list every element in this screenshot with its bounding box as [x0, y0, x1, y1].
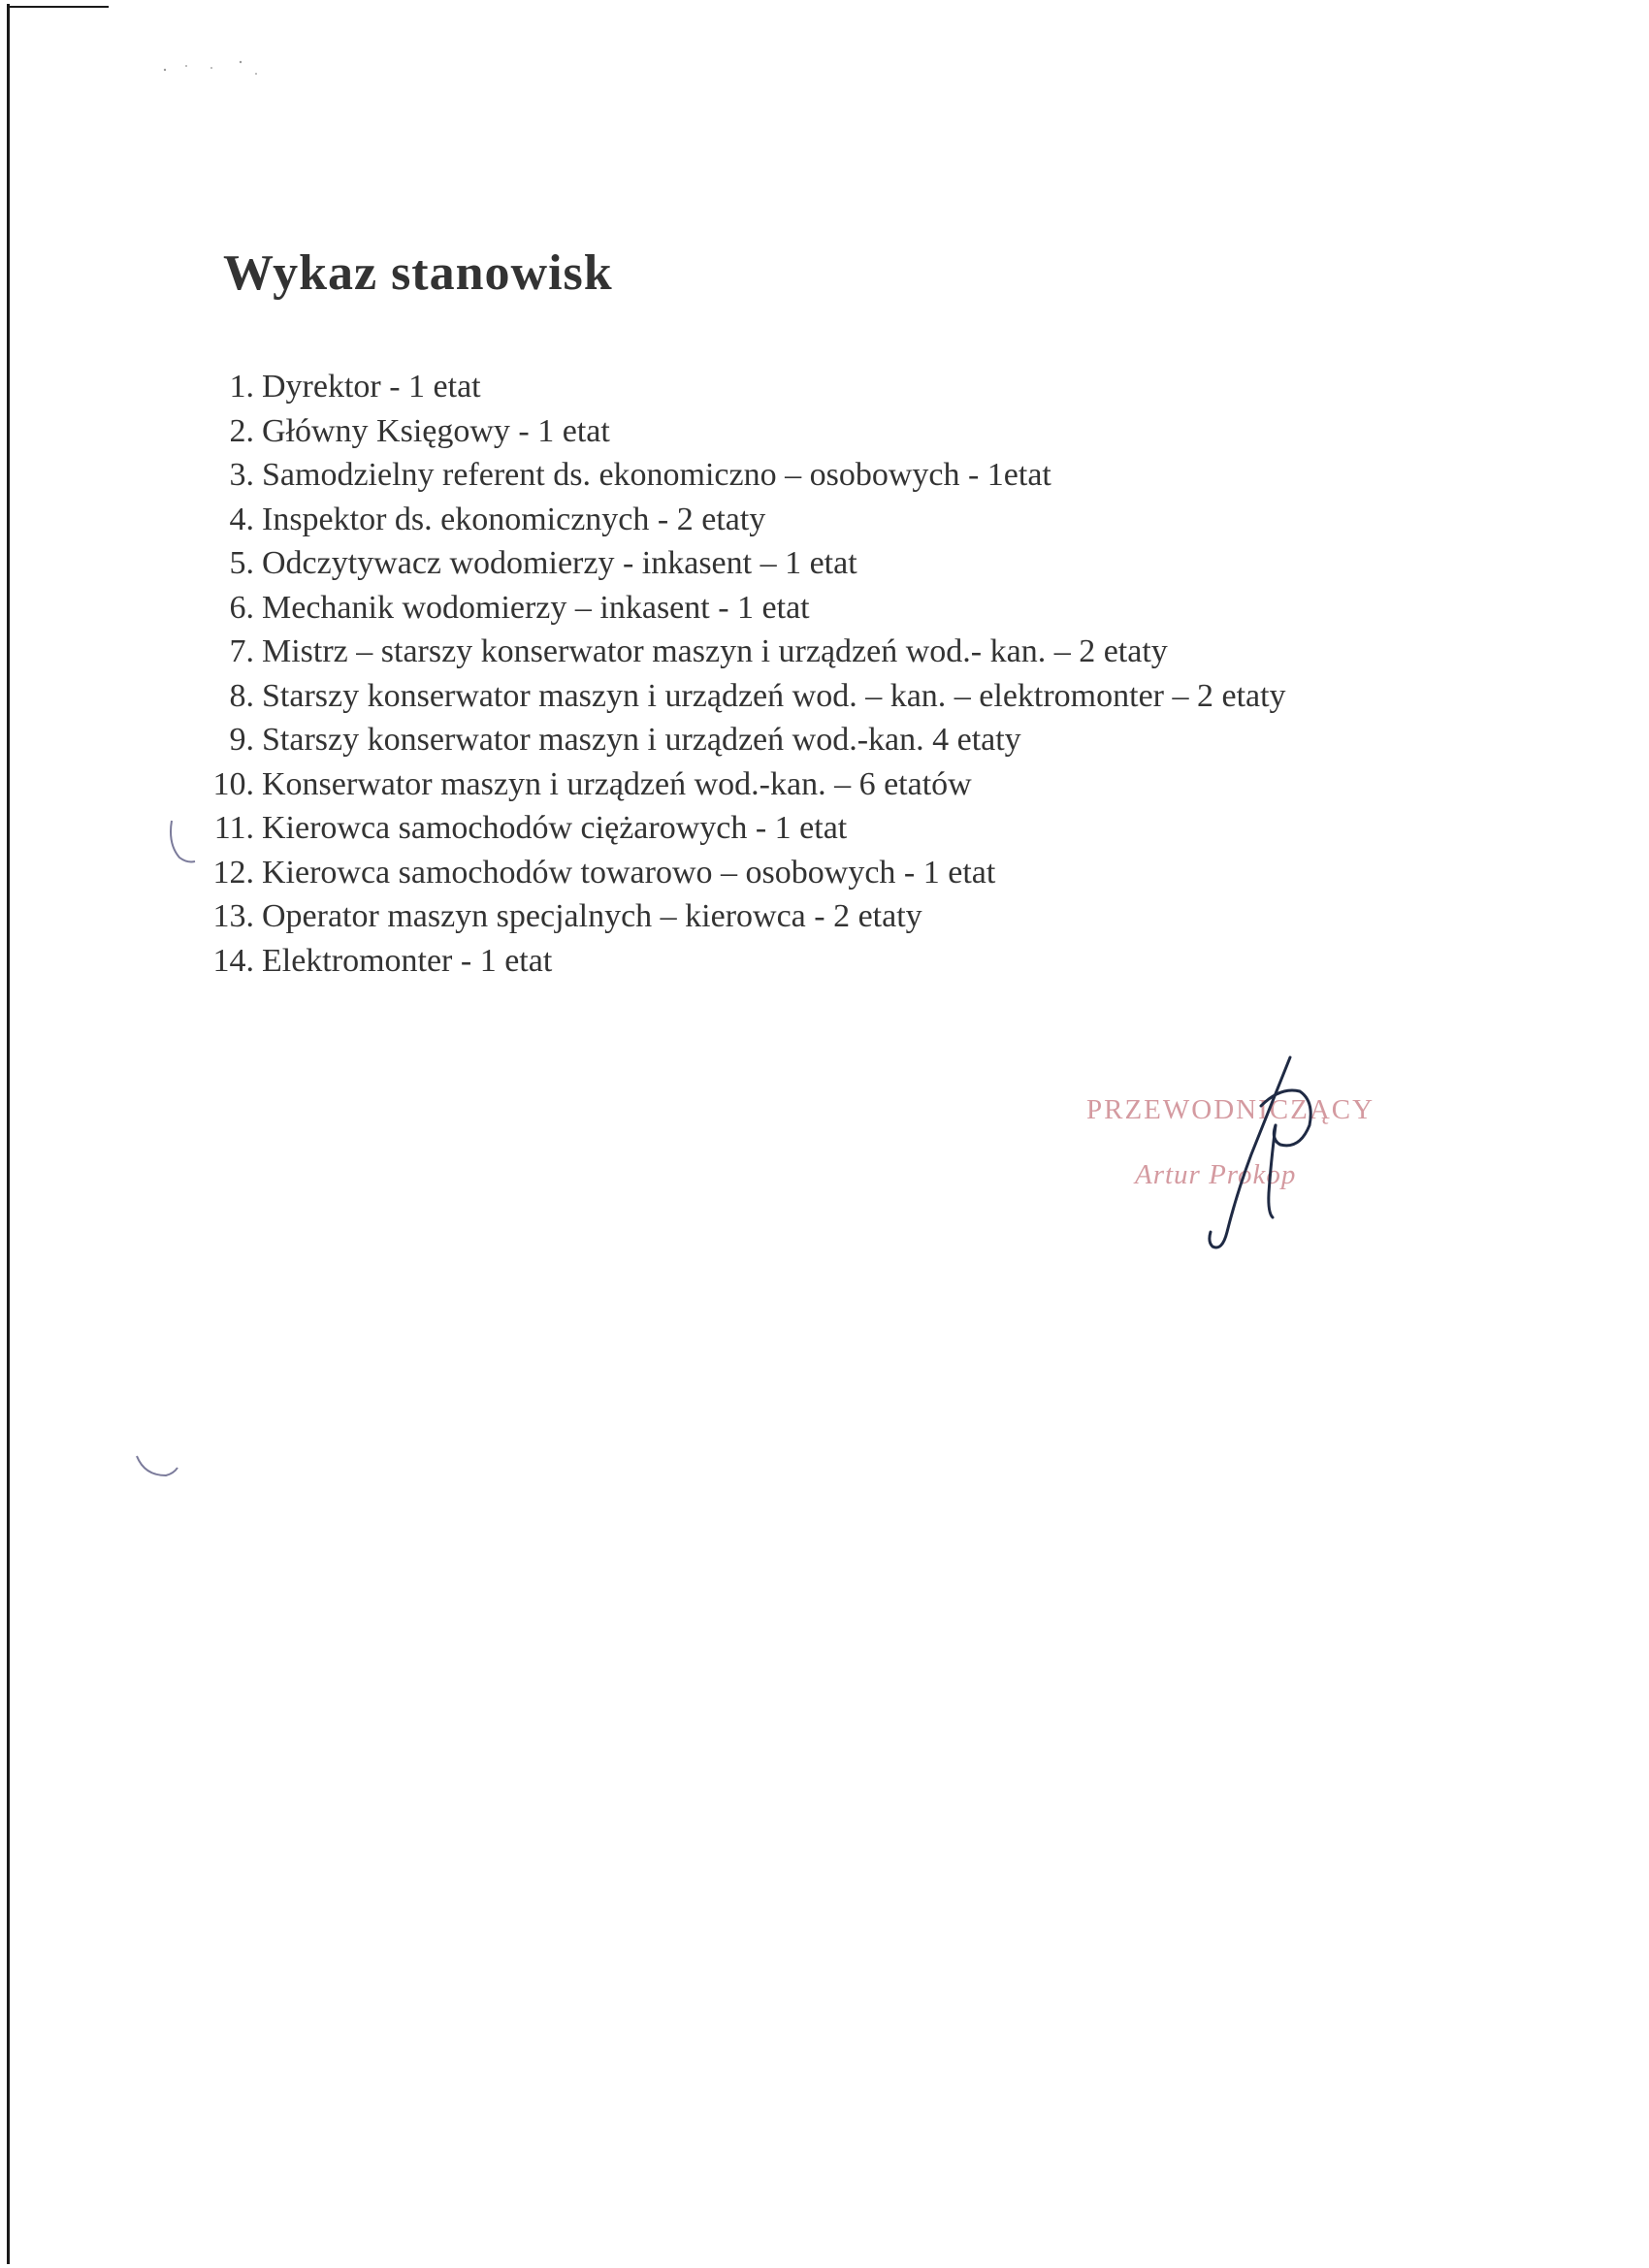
- list-item-text: Mechanik wodomierzy – inkasent - 1 etat: [262, 589, 810, 626]
- list-item: [184, 502, 1286, 546]
- list-item: [184, 855, 1286, 899]
- list-item: [184, 545, 1286, 590]
- handwritten-signature: [1154, 1048, 1348, 1271]
- list-item: [184, 766, 1286, 811]
- list-item-text: Elektromonter - 1 etat: [262, 942, 553, 979]
- list-item-text: Starszy konserwator maszyn i urządzeń wod.-kan. 4 etaty: [262, 722, 1021, 758]
- list-item: [184, 413, 1286, 458]
- list-item-number: 5.: [229, 545, 254, 581]
- list-item-text: Odczytywacz wodomierzy - inkasent – 1 etat: [262, 545, 857, 581]
- list-item-number: 11.: [213, 810, 254, 846]
- list-item-text: Operator maszyn specjalnych – kierowca - 2 etaty: [262, 898, 922, 934]
- list-item-number: 4.: [229, 501, 254, 537]
- list-item-number: 14.: [212, 942, 254, 979]
- list-item-text: Główny Księgowy - 1 etat: [262, 412, 610, 449]
- list-item: [184, 810, 1286, 855]
- list-item-number: 1.: [229, 369, 254, 405]
- list-item-text: Samodzielny referent ds. ekonomiczno – osobowych - 1etat: [262, 457, 1051, 493]
- list-item: [184, 457, 1286, 502]
- list-item: [184, 943, 1286, 988]
- stamp-title: PRZEWODNICZĄCY: [1086, 1094, 1375, 1125]
- list-item: [184, 678, 1286, 723]
- scan-specks: [155, 49, 310, 87]
- list-item-text: Kierowca samochodów towarowo – osobowych - 1 etat: [262, 854, 996, 891]
- positions-list: [184, 369, 1286, 987]
- list-item-number: 7.: [229, 633, 254, 669]
- list-item-number: 3.: [229, 457, 254, 493]
- list-item-number: 13.: [212, 898, 254, 934]
- document-title: Wykaz stanowisk: [223, 245, 613, 301]
- stamp-name: Artur Prokop: [1135, 1159, 1297, 1190]
- list-item: [184, 898, 1286, 943]
- list-item-number: 10.: [212, 765, 254, 802]
- list-item: [184, 722, 1286, 766]
- list-item: [184, 633, 1286, 678]
- list-item-text: Mistrz – starszy konserwator maszyn i urządzeń wod.- kan. – 2 etaty: [262, 633, 1168, 669]
- list-item-text: Starszy konserwator maszyn i urządzeń wod. – kan. – elektromonter – 2 etaty: [262, 677, 1286, 714]
- list-item: [184, 369, 1286, 413]
- list-item-number: 12.: [212, 854, 254, 891]
- scan-border-top: [7, 6, 109, 8]
- list-item-number: 9.: [229, 722, 254, 758]
- list-item-text: Dyrektor - 1 etat: [262, 369, 481, 405]
- scan-border-left: [7, 4, 10, 2264]
- list-item-number: 8.: [229, 677, 254, 714]
- list-item-text: Kierowca samochodów ciężarowych - 1 etat: [262, 810, 848, 846]
- list-item-number: 2.: [229, 412, 254, 449]
- punch-hole-mark: [131, 1450, 189, 1489]
- list-item-text: Inspektor ds. ekonomicznych - 2 etaty: [262, 501, 766, 537]
- list-item: [184, 590, 1286, 634]
- list-item-number: 6.: [229, 589, 254, 626]
- punch-hole-mark: [160, 815, 209, 873]
- list-item-text: Konserwator maszyn i urządzeń wod.-kan. – 6 etatów: [262, 765, 972, 802]
